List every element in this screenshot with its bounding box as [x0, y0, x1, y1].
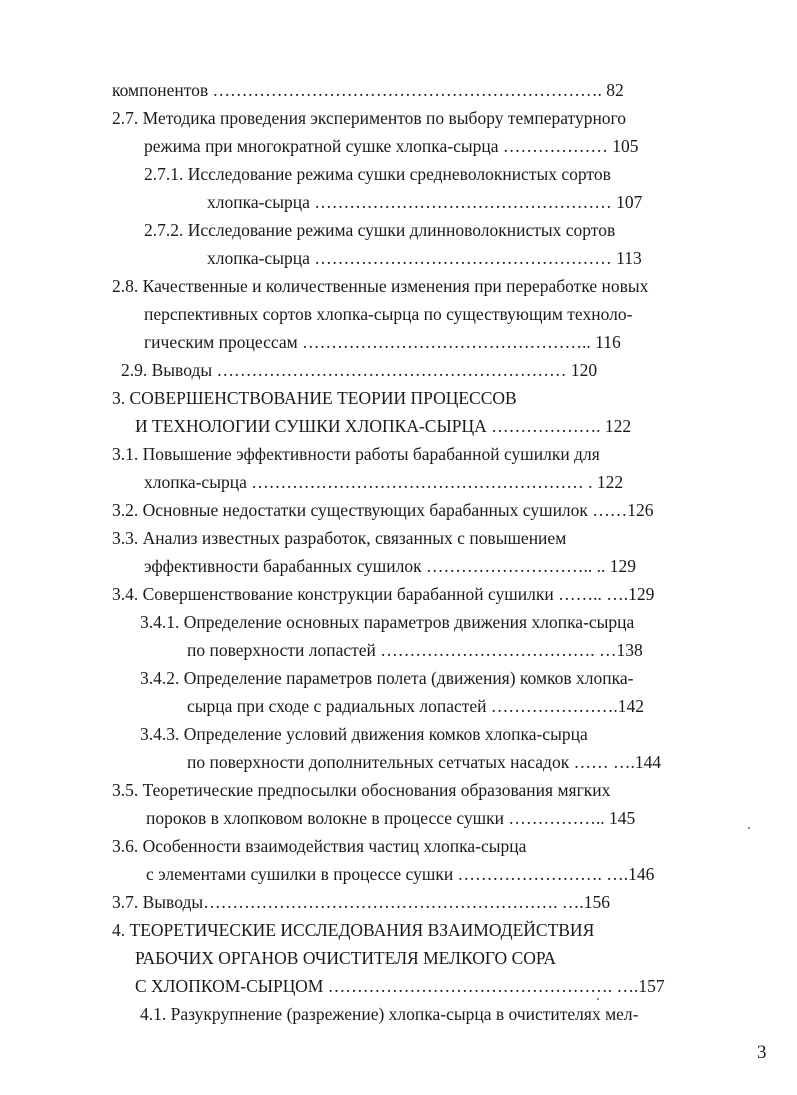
toc-line: 3.3. Анализ известных разработок, связанных с повышением [112, 528, 567, 548]
toc-line: хлопка-сырца …………………………………………… 107 [207, 192, 643, 212]
toc-heading: С ХЛОПКОМ-СЫРЦОМ …………………………………………. ….157 [135, 976, 665, 996]
toc-line: 3.4.1. Определение основных параметров движения хлопка-сырца [140, 612, 635, 632]
toc-heading: РАБОЧИХ ОРГАНОВ ОЧИСТИТЕЛЯ МЕЛКОГО СОРА [135, 948, 557, 968]
toc-heading: 4. ТЕОРЕТИЧЕСКИЕ ИССЛЕДОВАНИЯ ВЗАИМОДЕЙСТВИЯ [112, 920, 595, 940]
toc-heading: И ТЕХНОЛОГИИ СУШКИ ХЛОПКА-СЫРЦА ………………. 122 [135, 416, 632, 436]
toc-line: 3.4.2. Определение параметров полета (движения) комков хлопка- [140, 668, 634, 688]
scan-speck [748, 827, 750, 829]
toc-line: компонентов …………………………………………………………. 82 [112, 80, 624, 100]
toc-line: 2.9. Выводы …………………………………………………… 120 [121, 360, 598, 380]
toc-line: хлопка-сырца …………………………………………… 113 [207, 248, 642, 268]
toc-heading: 3. СОВЕРШЕНСТВОВАНИЕ ТЕОРИИ ПРОЦЕССОВ [112, 388, 517, 408]
toc-line: по поверхности лопастей ………………………………. …138 [187, 640, 643, 660]
toc-line: 3.5. Теоретические предпосылки обоснования образования мягких [112, 780, 611, 800]
toc-line: перспективных сортов хлопка-сырца по существующим техноло- [144, 304, 633, 324]
toc-line: гическим процессам ………………………………………….. 116 [144, 332, 621, 352]
toc-line: по поверхности дополнительных сетчатых насадок …… ….144 [187, 752, 662, 772]
toc-line: режима при многократной сушке хлопка-сырца ……………… 105 [144, 136, 639, 156]
toc-line: хлопка-сырца ………………………………………………… . 122 [144, 472, 624, 492]
toc-line: 3.7. Выводы……………………………………………………. ….156 [112, 892, 610, 912]
page-number: 3 [757, 1042, 767, 1063]
toc-line: 3.1. Повышение эффективности работы барабанной сушилки для [112, 444, 600, 464]
toc-line: 2.7.2. Исследование режима сушки длинноволокнистых сортов [144, 220, 616, 240]
toc-line: 2.7. Методика проведения экспериментов по выбору температурного [112, 108, 627, 128]
toc-line: 3.4. Совершенствование конструкции барабанной сушилки …….. ….129 [112, 584, 655, 604]
toc-line: 3.4.3. Определение условий движения комков хлопка-сырца [140, 724, 588, 744]
toc-line: эффективности барабанных сушилок ……………………….. .. 129 [144, 556, 636, 576]
toc-line: с элементами сушилки в процессе сушки ……………………. ….146 [146, 864, 655, 884]
toc-line: 3.6. Особенности взаимодействия частиц хлопка-сырца [112, 836, 527, 856]
toc-line: 3.2. Основные недостатки существующих барабанных сушилок ……126 [112, 500, 654, 520]
toc-line: 2.7.1. Исследование режима сушки средневолокнистых сортов [144, 164, 611, 184]
scan-speck [597, 998, 599, 1000]
toc-line: сырца при сходе с радиальных лопастей ………………….142 [187, 696, 645, 716]
toc-line: 2.8. Качественные и количественные изменения при переработке новых [112, 276, 649, 296]
toc-line: 4.1. Разукрупнение (разрежение) хлопка-сырца в очистителях мел- [140, 1004, 639, 1024]
toc-line: пороков в хлопковом волокне в процессе сушки …………….. 145 [146, 808, 636, 828]
